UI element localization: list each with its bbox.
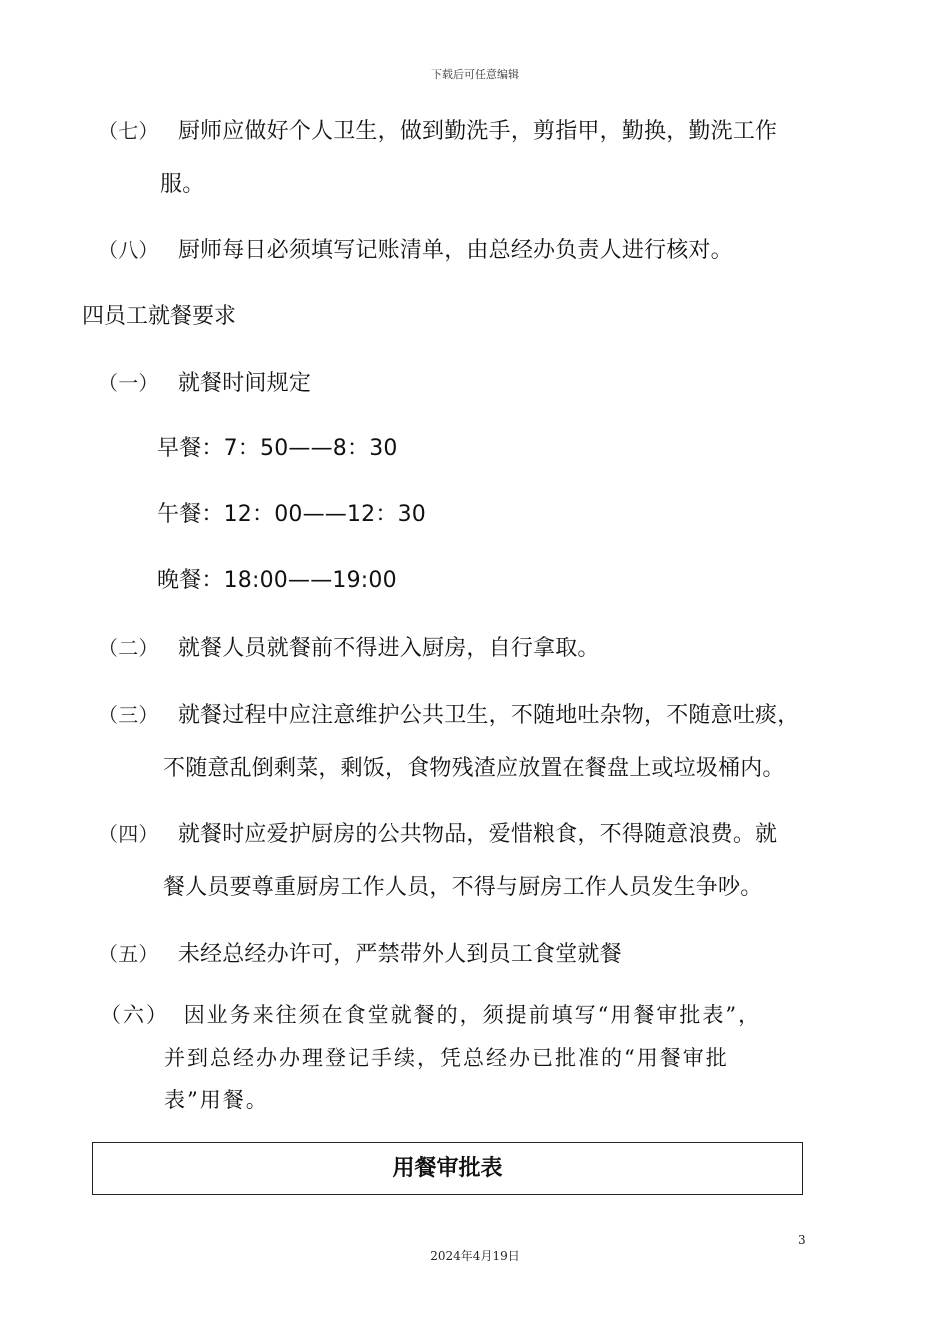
item-two-marker: （二）	[98, 636, 159, 660]
item-four-marker: （四）	[98, 822, 159, 846]
item-six-line3: 表”用餐。	[164, 1088, 269, 1112]
item-three-text: 就餐过程中应注意维护公共卫生，不随地吐杂物，不随意吐痰，	[177, 703, 800, 728]
footer-date: 2024年4月19日	[430, 1249, 520, 1263]
page-number: 3	[798, 1233, 806, 1247]
lunch-time: 午餐：12：00——12：30	[157, 502, 426, 527]
item-five-text: 未经总经办许可，严禁带外人到员工食堂就餐	[177, 942, 622, 967]
item-three-line1	[98, 700, 799, 731]
item-four-line1	[98, 819, 777, 850]
dinner-time: 晚餐：18:00——19:00	[157, 568, 397, 593]
item-six-marker: （六）	[100, 1003, 169, 1027]
item-two-line1	[98, 633, 600, 664]
item-seven-line1	[98, 116, 777, 147]
item-seven-text: 厨师应做好个人卫生，做到勤洗手，剪指甲，勤换，勤洗工作	[177, 119, 778, 144]
item-eight-line1	[98, 235, 733, 266]
meal-times-heading	[98, 368, 311, 399]
item-seven-line2: 服。	[160, 172, 205, 197]
meal-times-title: 就餐时间规定	[177, 371, 312, 396]
item-five-marker: （五）	[98, 942, 159, 966]
item-two-text: 就餐人员就餐前不得进入厨房，自行拿取。	[177, 636, 600, 661]
page-header-note: 下载后可任意编辑	[431, 68, 519, 81]
item-six-line1	[100, 1000, 761, 1030]
item-eight-marker: （八）	[98, 238, 159, 262]
meal-times-marker: （一）	[98, 371, 159, 395]
item-four-line2: 餐人员要尊重厨房工作人员，不得与厨房工作人员发生争吵。	[163, 875, 763, 900]
approval-table	[92, 1142, 803, 1195]
item-five-line1	[98, 939, 622, 970]
breakfast-time: 早餐：7：50——8：30	[157, 436, 398, 461]
item-six-text: 因业务来往须在食堂就餐的，须提前填写“用餐审批表”，	[183, 1003, 762, 1027]
item-four-text: 就餐时应爱护厨房的公共物品，爱惜粮食，不得随意浪费。就	[177, 822, 778, 847]
section-four-heading: 四员工就餐要求	[82, 304, 237, 329]
item-eight-text: 厨师每日必须填写记账清单，由总经办负责人进行核对。	[177, 238, 733, 263]
item-seven-marker: （七）	[98, 119, 159, 143]
item-three-line2: 不随意乱倒剩菜，剩饭，食物残渣应放置在餐盘上或垃圾桶内。	[163, 756, 785, 781]
item-six-line2: 并到总经办办理登记手续，凭总经办已批准的“用餐审批	[164, 1046, 729, 1070]
approval-table-title: 用餐审批表	[392, 1156, 503, 1181]
item-three-marker: （三）	[98, 703, 159, 727]
